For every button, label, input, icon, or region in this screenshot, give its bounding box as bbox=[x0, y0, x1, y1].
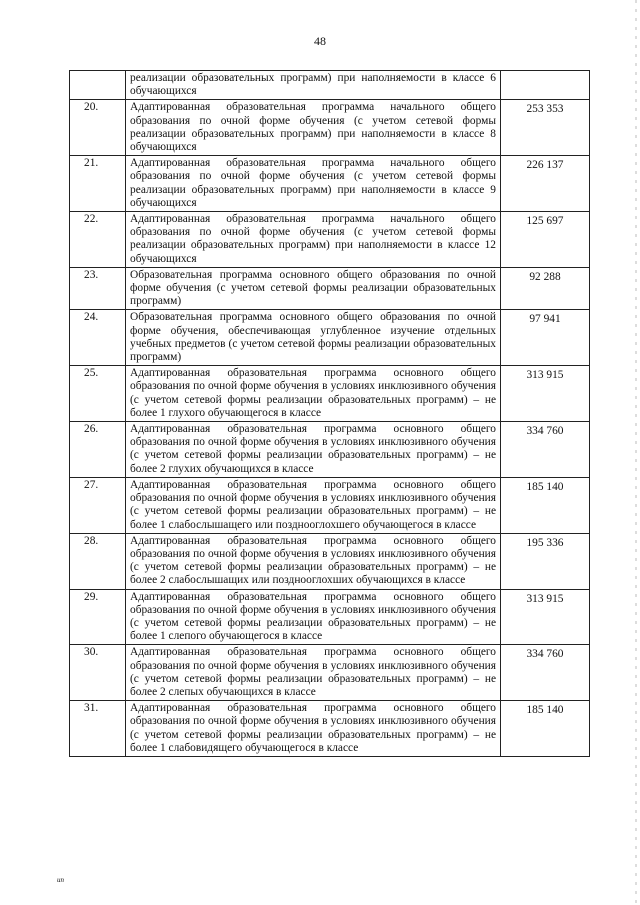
cost-value: 313 915 bbox=[501, 589, 590, 645]
program-description: Образовательная программа основного общего образования по очной форме обучения (с учетом сетевой формы реализации образовательных программ) bbox=[126, 267, 501, 310]
table-row bbox=[70, 267, 590, 310]
cost-value: 195 336 bbox=[501, 533, 590, 589]
table-row bbox=[70, 645, 590, 701]
cost-value: 92 288 bbox=[501, 267, 590, 310]
table-row bbox=[70, 310, 590, 366]
table-body bbox=[70, 71, 590, 757]
table-row bbox=[70, 533, 590, 589]
table-row bbox=[70, 477, 590, 533]
program-description: Адаптированная образовательная программа основного общего образования по очной форме обучения в условиях инклюзивного обучения (с учетом сетевой формы реализации образовательных программ) – не более 2 глухих обучающихся в классе bbox=[126, 422, 501, 478]
row-number: 27. bbox=[70, 477, 126, 533]
program-description: Адаптированная образовательная программа начального общего образования по очной форме обучения (с учетом сетевой формы реализации образовательных программ) при наполняемости в классе 12 обучающихся bbox=[126, 212, 501, 268]
scan-edge-artifact bbox=[635, 0, 637, 905]
footer-initials: ип bbox=[57, 876, 64, 884]
program-description: Адаптированная образовательная программа основного общего образования по очной форме обучения в условиях инклюзивного обучения (с учетом сетевой формы реализации образовательных программ) – не более 1 слабовидящего обучающегося в классе bbox=[126, 701, 501, 757]
tariff-table bbox=[69, 70, 590, 757]
program-description: Адаптированная образовательная программа основного общего образования по очной форме обучения в условиях инклюзивного обучения (с учетом сетевой формы реализации образовательных программ) – не более 2 слепых обучающихся в классе bbox=[126, 645, 501, 701]
table-row bbox=[70, 156, 590, 212]
program-description: Образовательная программа основного общего образования по очной форме обучения, обеспечивающая углубленное изучение отдельных учебных предметов (с учетом сетевой формы реализации образовательных программ) bbox=[126, 310, 501, 366]
row-number bbox=[70, 71, 126, 100]
cost-value bbox=[501, 71, 590, 100]
table-row bbox=[70, 589, 590, 645]
program-description: Адаптированная образовательная программа основного общего образования по очной форме обучения в условиях инклюзивного обучения (с учетом сетевой формы реализации образовательных программ) – не более 2 слабослышащих или позднооглохших обучающихся в классе bbox=[126, 533, 501, 589]
table-row bbox=[70, 71, 590, 100]
table-row bbox=[70, 701, 590, 757]
row-number: 23. bbox=[70, 267, 126, 310]
row-number: 28. bbox=[70, 533, 126, 589]
row-number: 21. bbox=[70, 156, 126, 212]
row-number: 31. bbox=[70, 701, 126, 757]
program-description: Адаптированная образовательная программа основного общего образования по очной форме обучения в условиях инклюзивного обучения (с учетом сетевой формы реализации образовательных программ) – не более 1 глухого обучающегося в классе bbox=[126, 366, 501, 422]
row-number: 26. bbox=[70, 422, 126, 478]
cost-value: 313 915 bbox=[501, 366, 590, 422]
cost-value: 334 760 bbox=[501, 645, 590, 701]
page-number: 48 bbox=[314, 34, 326, 48]
program-description: Адаптированная образовательная программа основного общего образования по очной форме обучения в условиях инклюзивного обучения (с учетом сетевой формы реализации образовательных программ) – не более 1 слепого обучающегося в классе bbox=[126, 589, 501, 645]
cost-value: 185 140 bbox=[501, 701, 590, 757]
cost-value: 125 697 bbox=[501, 212, 590, 268]
table-row bbox=[70, 100, 590, 156]
table-row bbox=[70, 212, 590, 268]
cost-value: 185 140 bbox=[501, 477, 590, 533]
row-number: 30. bbox=[70, 645, 126, 701]
cost-value: 253 353 bbox=[501, 100, 590, 156]
cost-value: 226 137 bbox=[501, 156, 590, 212]
program-description: Адаптированная образовательная программа начального общего образования по очной форме обучения (с учетом сетевой формы реализации образовательных программ) при наполняемости в классе 8 обучающихся bbox=[126, 100, 501, 156]
program-description: реализации образовательных программ) при наполняемости в классе 6 обучающихся bbox=[126, 71, 501, 100]
row-number: 25. bbox=[70, 366, 126, 422]
cost-value: 97 941 bbox=[501, 310, 590, 366]
row-number: 20. bbox=[70, 100, 126, 156]
cost-value: 334 760 bbox=[501, 422, 590, 478]
row-number: 22. bbox=[70, 212, 126, 268]
table-row bbox=[70, 366, 590, 422]
program-description: Адаптированная образовательная программа начального общего образования по очной форме обучения (с учетом сетевой формы реализации образовательных программ) при наполняемости в классе 9 обучающихся bbox=[126, 156, 501, 212]
table-row bbox=[70, 422, 590, 478]
row-number: 24. bbox=[70, 310, 126, 366]
row-number: 29. bbox=[70, 589, 126, 645]
program-description: Адаптированная образовательная программа основного общего образования по очной форме обучения в условиях инклюзивного обучения (с учетом сетевой формы реализации образовательных программ) – не более 1 слабослышащего или позднооглохшего обучающегося в классе bbox=[126, 477, 501, 533]
